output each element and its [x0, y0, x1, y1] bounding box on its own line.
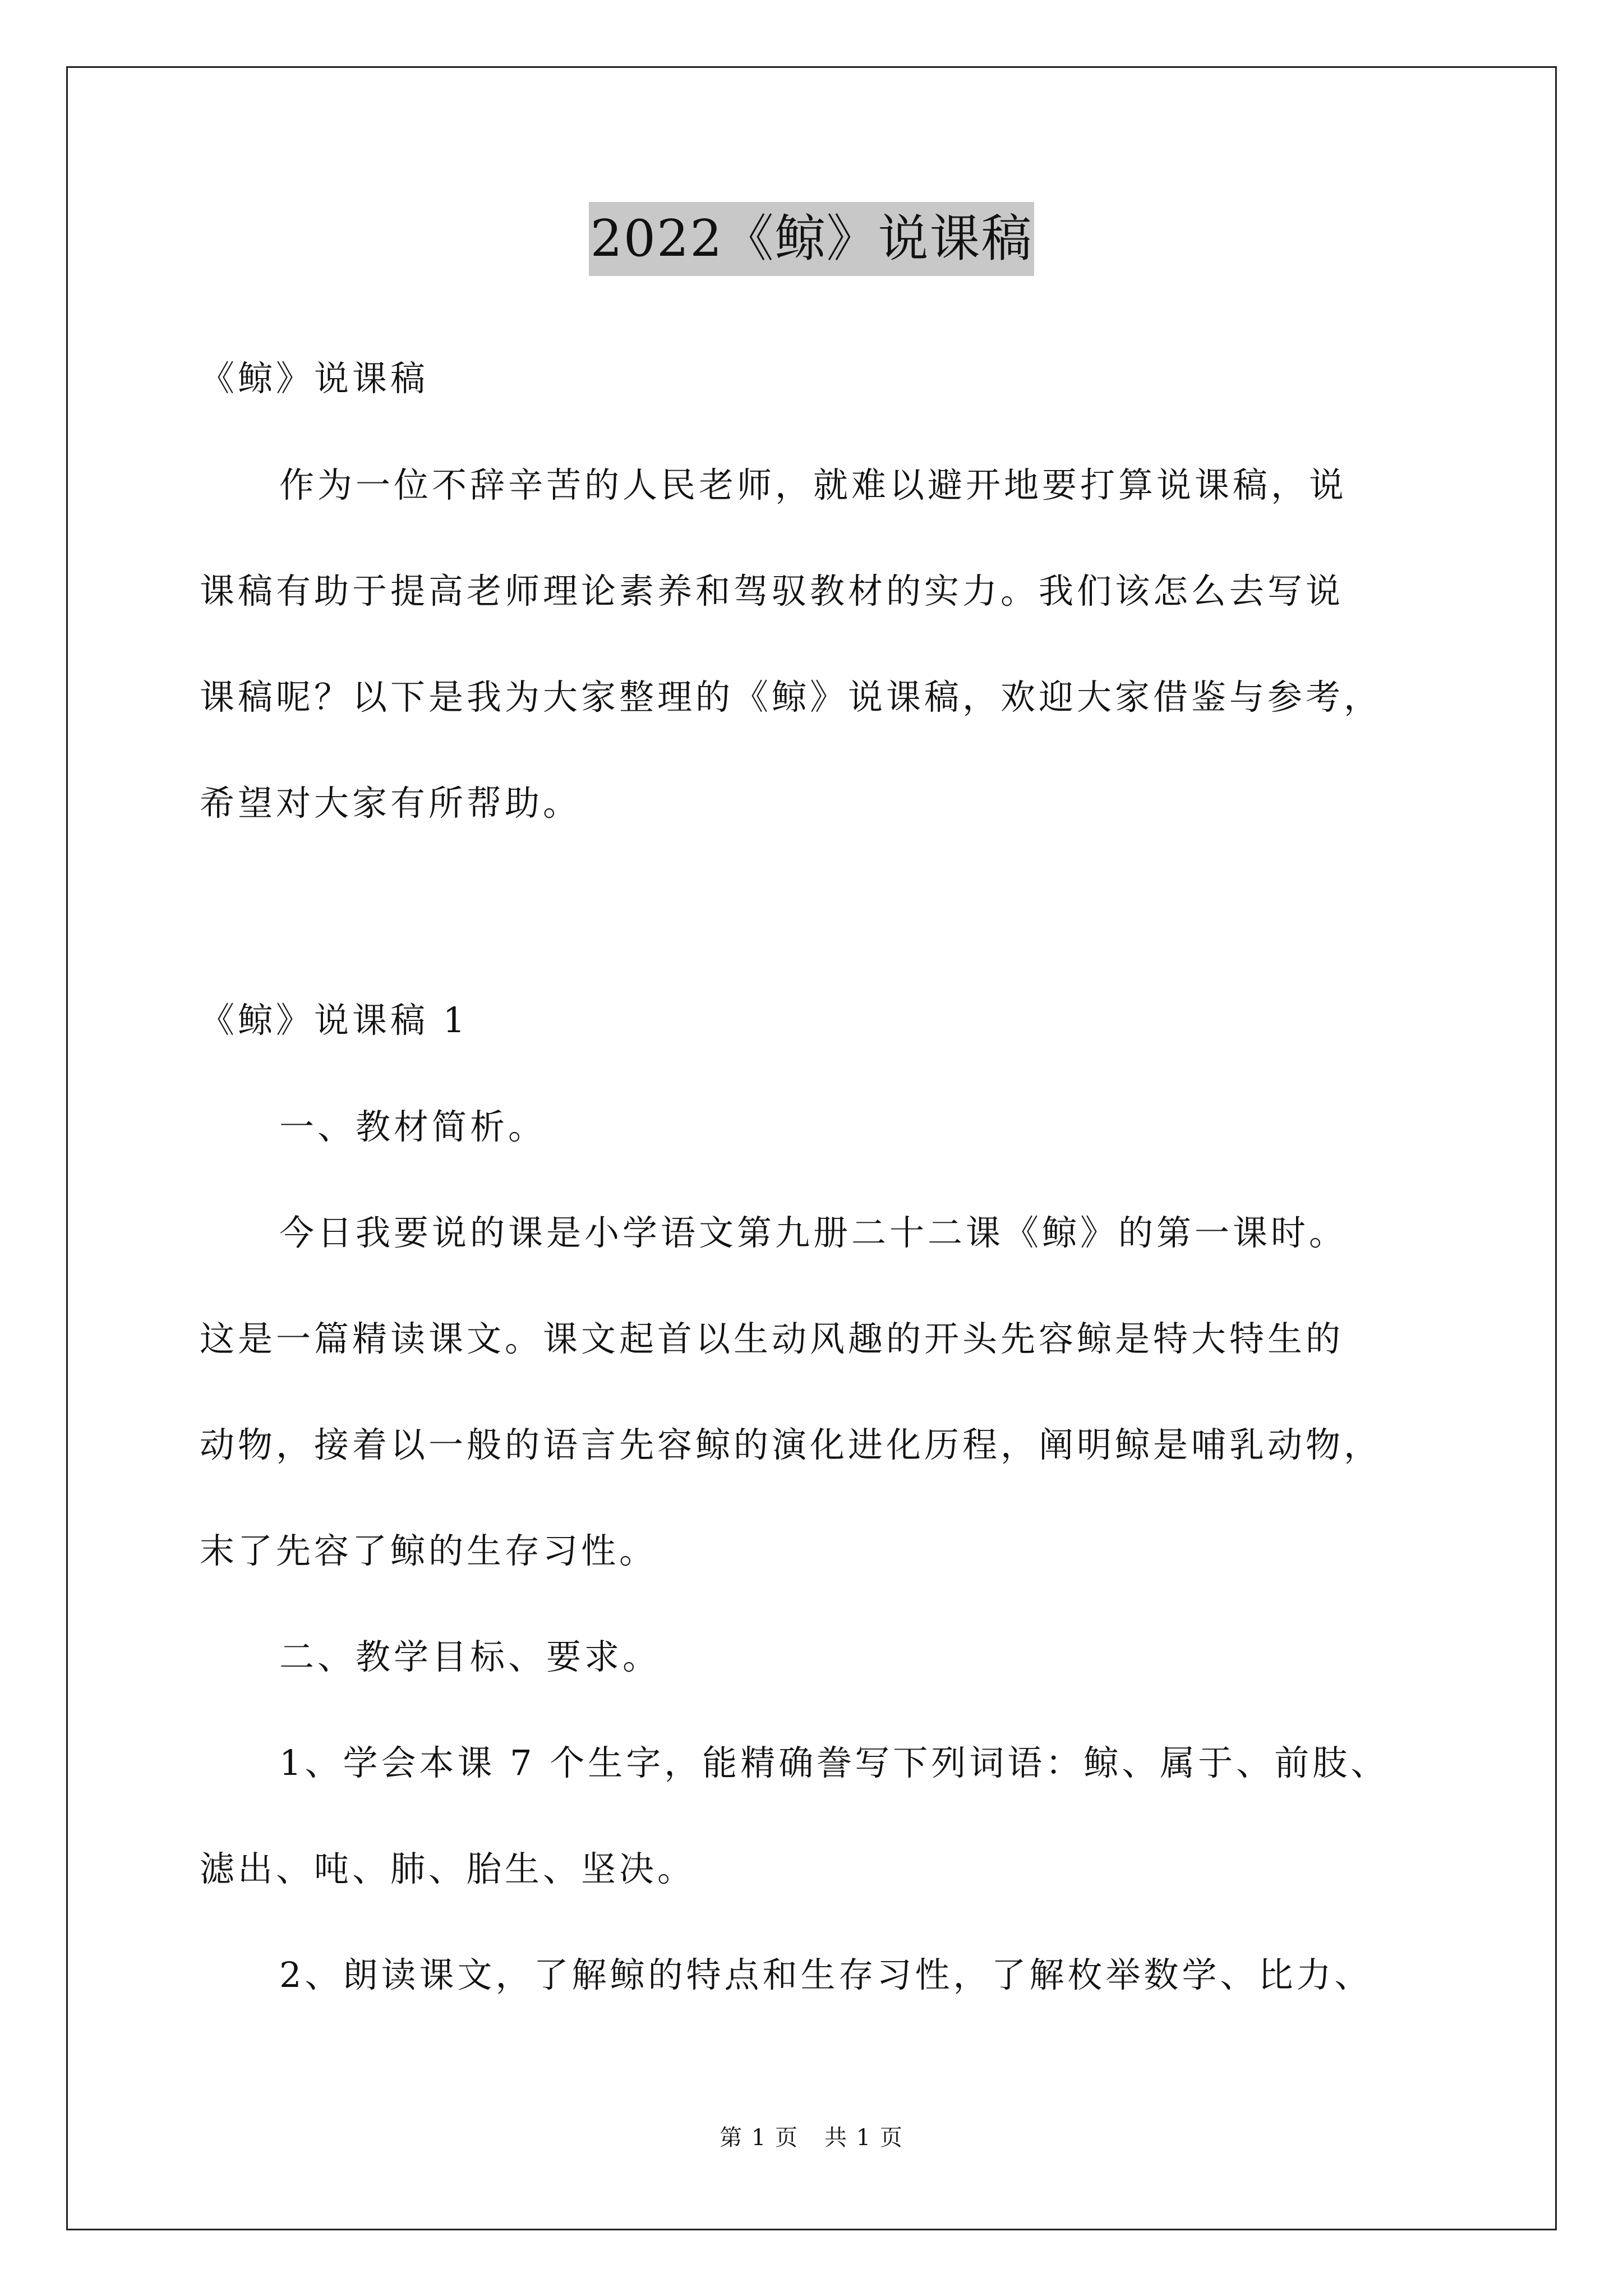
goal1-line-2: 滤出、吨、肺、胎生、坚决。 — [200, 1848, 696, 1889]
intro-line-4: 希望对大家有所帮助。 — [200, 783, 582, 823]
part1-heading: 一、教材简析。 — [279, 1106, 547, 1147]
part2-heading: 二、教学目标、要求。 — [279, 1636, 661, 1677]
part1-line-1: 今日我要说的课是小学语文第九册二十二课《鲸》的第一课时。 — [279, 1212, 1348, 1253]
intro-line-3: 课稿呢？以下是我为大家整理的《鲸》说课稿，欢迎大家借鉴与参考， — [200, 677, 1382, 717]
page-footer — [0, 2123, 1623, 2153]
intro-line-2: 课稿有助于提高老师理论素养和驾驭教材的实力。我们该怎么去写说 — [200, 570, 1344, 611]
goal2-line-1: 2、朗读课文，了解鲸的特点和生存习性，了解枚举数学、比力、 — [279, 1954, 1373, 1995]
page-total: 共 1 页 — [824, 2125, 903, 2151]
part1-line-4: 末了先容了鲸的生存习性。 — [200, 1530, 658, 1571]
title-container — [0, 202, 1623, 276]
goal1-line-1: 1、学会本课 7 个生字，能精确誊写下列词语：鲸、属于、前肢、 — [279, 1742, 1389, 1783]
part1-line-2: 这是一篇精读课文。课文起首以生动风趣的开头先容鲸是特大特生的 — [200, 1318, 1344, 1359]
document-title: 2022《鲸》说课稿 — [589, 202, 1034, 276]
section-title: 《鲸》说课稿 1 — [200, 1000, 469, 1041]
subheading: 《鲸》说课稿 — [200, 358, 429, 399]
part1-line-3: 动物，接着以一般的语言先容鲸的演化进化历程，阐明鲸是哺乳动物， — [200, 1424, 1382, 1465]
page-number: 第 1 页 — [720, 2125, 799, 2151]
intro-line-1: 作为一位不辞辛苦的人民老师，就难以避开地要打算说课稿，说 — [279, 464, 1348, 505]
